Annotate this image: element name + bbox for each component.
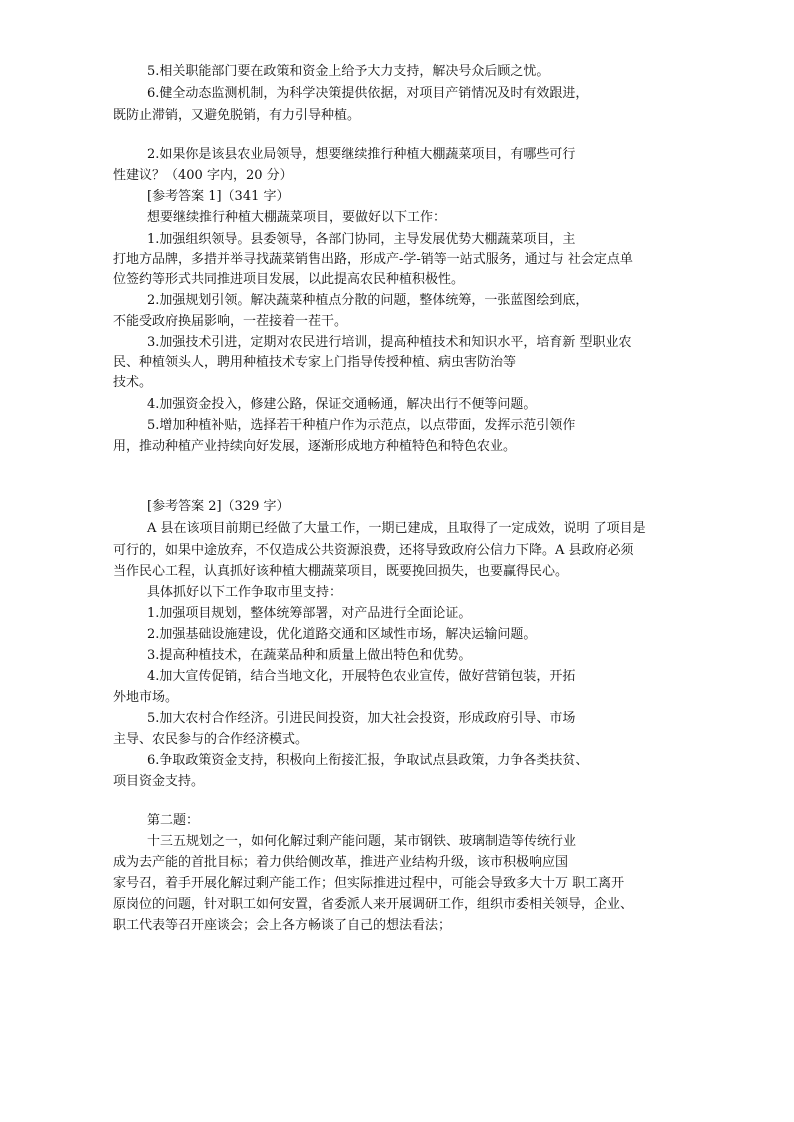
text-line: 可行的，如果中途放弃，不仅造成公共资源浪费，还将导致政府公信力下降。A 县政府必须 <box>113 543 634 558</box>
text-line: 2.加强基础设施建设，优化道路交通和区域性市场，解决运输问题。 <box>147 627 537 642</box>
answer-label: [参考答案 2]（329 字） <box>147 499 290 514</box>
text-line: 当作民心工程，认真抓好该种植大棚蔬菜项目，既要挽回损失，也要赢得民心。 <box>113 564 569 579</box>
text-line: 项目资金支持。 <box>113 774 205 789</box>
text-line: 6.健全动态监测机制，为科学决策提供依据，对项目产销情况及时有效跟进， <box>147 86 589 101</box>
text-line: 性建议？（400 字内，20 分） <box>113 168 293 183</box>
text-line: 成为去产能的首批目标；着力供给侧改革，推进产业结构升级，该市积极响应国 <box>113 855 569 870</box>
text-line: 4.加强资金投入，修建公路，保证交通畅通，解决出行不便等问题。 <box>147 397 537 412</box>
text-line: 6.争取政策资金支持，积极向上衔接汇报，争取试点县政策，力争各类扶贫、 <box>147 753 589 768</box>
text-line: 具体抓好以下工作争取市里支持： <box>147 585 343 600</box>
text-line: 3.加强技术引进，定期对农民进行培训，提高种植技术和知识水平，培育新 型职业农 <box>147 335 632 350</box>
text-line: 位签约等形式共同推进项目发展，以此提高农民种植积极性。 <box>113 272 465 287</box>
text-line: 打地方品牌，多措并举寻找蔬菜销售出路，形成产-学-销等一站式服务，通过与 社会定点单 <box>113 252 633 267</box>
text-line: 5.加大农村合作经济。引进民间投资，加大社会投资，形成政府引导、市场 <box>147 711 576 726</box>
text-line: 5.相关职能部门要在政策和资金上给予大力支持，解决号众后顾之忧。 <box>147 64 550 79</box>
question-heading: 2.如果你是该县农业局领导，想要继续推行种植大棚蔬菜项目，有哪些可行 <box>147 147 576 162</box>
text-line: 4.加大宣传促销，结合当地文化，开展特色农业宣传，做好营销包装，开拓 <box>147 669 576 684</box>
text-line: 既防止滞销，又避免脱销，有力引导种植。 <box>113 108 361 123</box>
text-line: 2.加强规划引领。解决蔬菜种植点分散的问题，整体统筹，一张蓝图绘到底， <box>147 293 589 308</box>
text-line: 技术。 <box>113 375 153 390</box>
text-line: 用，推动种植产业持续向好发展，逐渐形成地方种植特色和特色农业。 <box>113 439 517 454</box>
text-line: 3.提高种植技术，在蔬菜品种和质量上做出特色和优势。 <box>147 648 472 663</box>
text-line: 职工代表等召开座谈会；会上各方畅谈了自己的想法看法； <box>113 918 452 933</box>
text-line: 1.加强项目规划，整体统筹部署，对产品进行全面论证。 <box>147 606 472 621</box>
text-line: 家号召，着手开展化解过剩产能工作；但实际推进过程中，可能会导致多大十万 职工离开 <box>113 876 625 891</box>
text-line: 主导、农民参与的合作经济模式。 <box>113 732 309 747</box>
text-line: 十三五规划之一，如何化解过剩产能问题，某市钢铁、玻璃制造等传统行业 <box>147 834 577 849</box>
text-line: 不能受政府换届影响，一茬接着一茬干。 <box>113 314 348 329</box>
answer-label: [参考答案 1]（341 字） <box>147 189 290 204</box>
text-line: 想要继续推行种植大棚蔬菜项目，要做好以下工作： <box>147 210 447 225</box>
section-heading: 第二题： <box>147 813 200 828</box>
text-line: 外地市场。 <box>113 690 179 705</box>
text-line: 原岗位的问题，针对职工如何安置，省委派人来开展调研工作，组织市委相关领导，企业、 <box>113 897 634 912</box>
text-line: 民、种植领头人，聘用种植技术专家上门指导传授种植、病虫害防治等 <box>113 355 517 370</box>
text-line: 5.增加种植补贴，选择若干种植户作为示范点，以点带面，发挥示范引领作 <box>147 418 576 433</box>
text-line: 1.加强组织领导。县委领导，各部门协同，主导发展优势大棚蔬菜项目，主 <box>147 232 576 247</box>
text-line: A 县在该项目前期已经做了大量工作，一期已建成，且取得了一定成效，说明 了项目是 <box>147 521 646 536</box>
